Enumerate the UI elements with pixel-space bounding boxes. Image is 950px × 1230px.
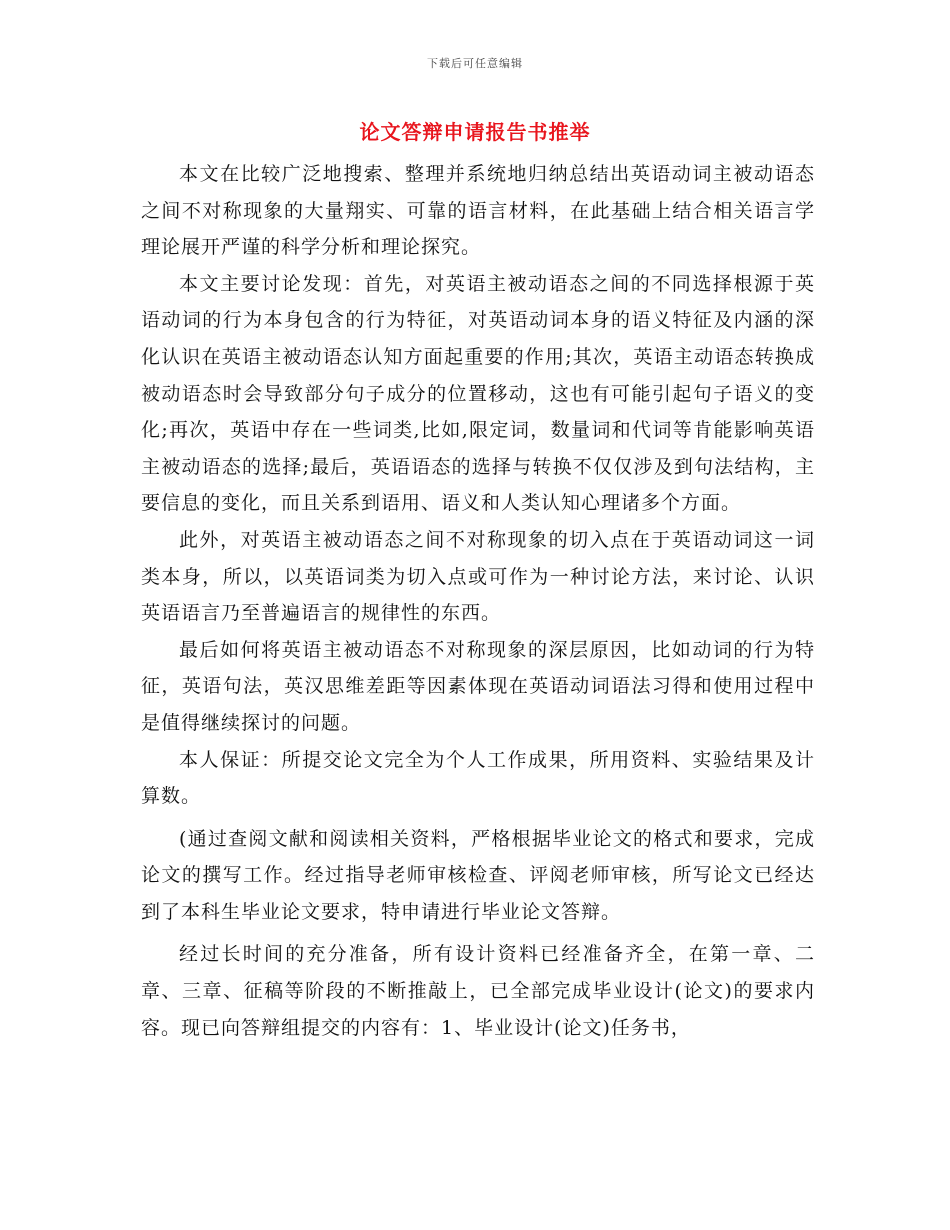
paragraph: 本人保证：所提交论文完全为个人工作成果，所用资料、实验结果及计算数。	[141, 748, 815, 808]
paragraph: 本文主要讨论发现：首先，对英语主被动语态之间的不同选择根源于英语动词的行为本身包含的行为特征，对英语动词本身的语义特征及内涵的深化认识在英语主被动语态认知方面起重要的作用;其次，英语主动语态转换成被动语态时会导致部分句子成分的位置移动，这也有可能引起句子语义的变化;再次，英语中存在一些词类,比如,限定词，数量词和代词等肯能影响英语主被动语态的选择;最后，英语语态的选择与转换不仅仅涉及到句法结构，主要信息的变化，而且关系到语用、语义和人类认知心理诸多个方面。	[141, 272, 815, 515]
paragraph: 本文在比较广泛地搜索、整理并系统地归纳总结出英语动词主被动语态之间不对称现象的大量翔实、可靠的语言材料，在此基础上结合相关语言学理论展开严谨的科学分析和理论探究。	[141, 163, 815, 259]
paragraph: (通过查阅文献和阅读相关资料，严格根据毕业论文的格式和要求，完成论文的撰写工作。经过指导老师审核检查、评阅老师审核，所写论文已经达到了本科生毕业论文要求，特申请进行毕业论文答辩。	[141, 827, 815, 923]
paragraph: 此外，对英语主被动语态之间不对称现象的切入点在于英语动词这一词类本身，所以，以英语词类为切入点或可作为一种讨论方法，来讨论、认识英语语言乃至普遍语言的规律性的东西。	[141, 528, 815, 625]
page-header: 下载后可任意编辑	[427, 57, 523, 70]
document-body	[141, 156, 815, 1046]
paragraph: 最后如何将英语主被动语态不对称现象的深层原因，比如动词的行为特征，英语句法，英汉思维差距等因素体现在英语动词语法习得和使用过程中是值得继续探讨的问题。	[141, 638, 815, 734]
document-title: 论文答辩申请报告书推举	[359, 120, 591, 144]
paragraph: 经过长时间的充分准备，所有设计资料已经准备齐全，在第一章、二章、三章、征稿等阶段的不断推敲上，已全部完成毕业设计(论文)的要求内容。现已向答辩组提交的内容有：1、毕业设计(论文)任务书，	[141, 943, 815, 1039]
